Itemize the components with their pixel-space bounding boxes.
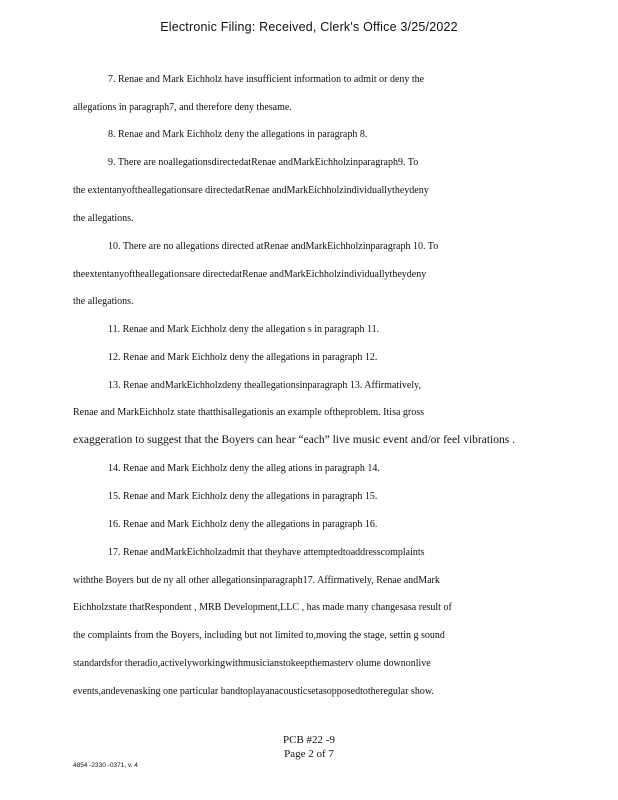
body-line-2: allegations in paragraph7, and therefore deny thesame. [73,102,292,113]
body-line-18: 17. Renae andMarkEichholzadmit that theyhave attemptedtoaddresscomplaints [108,547,425,558]
body-line-15: 14. Renae and Mark Eichholz deny the alleg ations in paragraph 14. [108,463,380,474]
body-line-6: the allegations. [73,213,134,224]
body-line-23: events,andevenasking one particular bandtoplayanacousticsetasopposedtotheregular show. [73,686,434,697]
body-line-22: standardsfor theradio,activelyworkingwithmusicianstokeepthemasterv olume downonlive [73,658,431,669]
body-line-11: 12. Renae and Mark Eichholz deny the allegations in paragraph 12. [108,352,378,363]
body-line-17: 16. Renae and Mark Eichholz deny the allegations in paragraph 16. [108,519,378,530]
body-line-9: the allegations. [73,296,134,307]
body-line-20: Eichholzstate thatRespondent , MRB Development,LLC , has made many changesasa result of [73,602,452,613]
body-line-13: Renae and MarkEichholz state thatthisallegationis an example oftheproblem. Itisa gross [73,407,425,418]
page-number: Page 2 of 7 [284,748,334,760]
body-line-10: 11. Renae and Mark Eichholz deny the allegation s in paragraph 11. [108,324,380,335]
body-line-21: the complaints from the Boyers, including but not limited to,moving the stage, settin g sound [73,630,445,641]
case-number: PCB #22 -9 [283,734,335,746]
body-line-7: 10. There are no allegations directed atRenae andMarkEichholzinparagraph 10. To [108,241,439,252]
body-line-16: 15. Renae and Mark Eichholz deny the allegations in paragraph 15. [108,491,378,502]
document-id: 4854 -2330 -0371, v. 4 [73,762,138,769]
body-line-3: 8. Renae and Mark Eichholz deny the allegations in paragraph 8. [108,129,368,140]
body-line-5: the extentanyoftheallegationsare directedatRenae andMarkEichholzindividuallytheydeny [73,185,429,196]
body-line-19: withthe Boyers but de ny all other allegationsinparagraph17. Affirmatively, Renae andMark [73,575,440,586]
body-line-1: 7. Renae and Mark Eichholz have insufficient information to admit or deny the [108,74,425,85]
body-line-8: theextentanyoftheallegationsare directedatRenae andMarkEichholzindividuallytheydeny [73,269,427,280]
filing-header: Electronic Filing: Received, Clerk's Office 3/25/2022 [160,20,458,34]
body-line-4: 9. There are noallegationsdirectedatRenae andMarkEichholzinparagraph9. To [108,157,419,168]
body-line-14: exaggeration to suggest that the Boyers can hear “each” live music event and/or feel vibrations . [73,434,515,446]
body-line-12: 13. Renae andMarkEichholzdeny theallegationsinparagraph 13. Affirmatively, [108,380,421,391]
